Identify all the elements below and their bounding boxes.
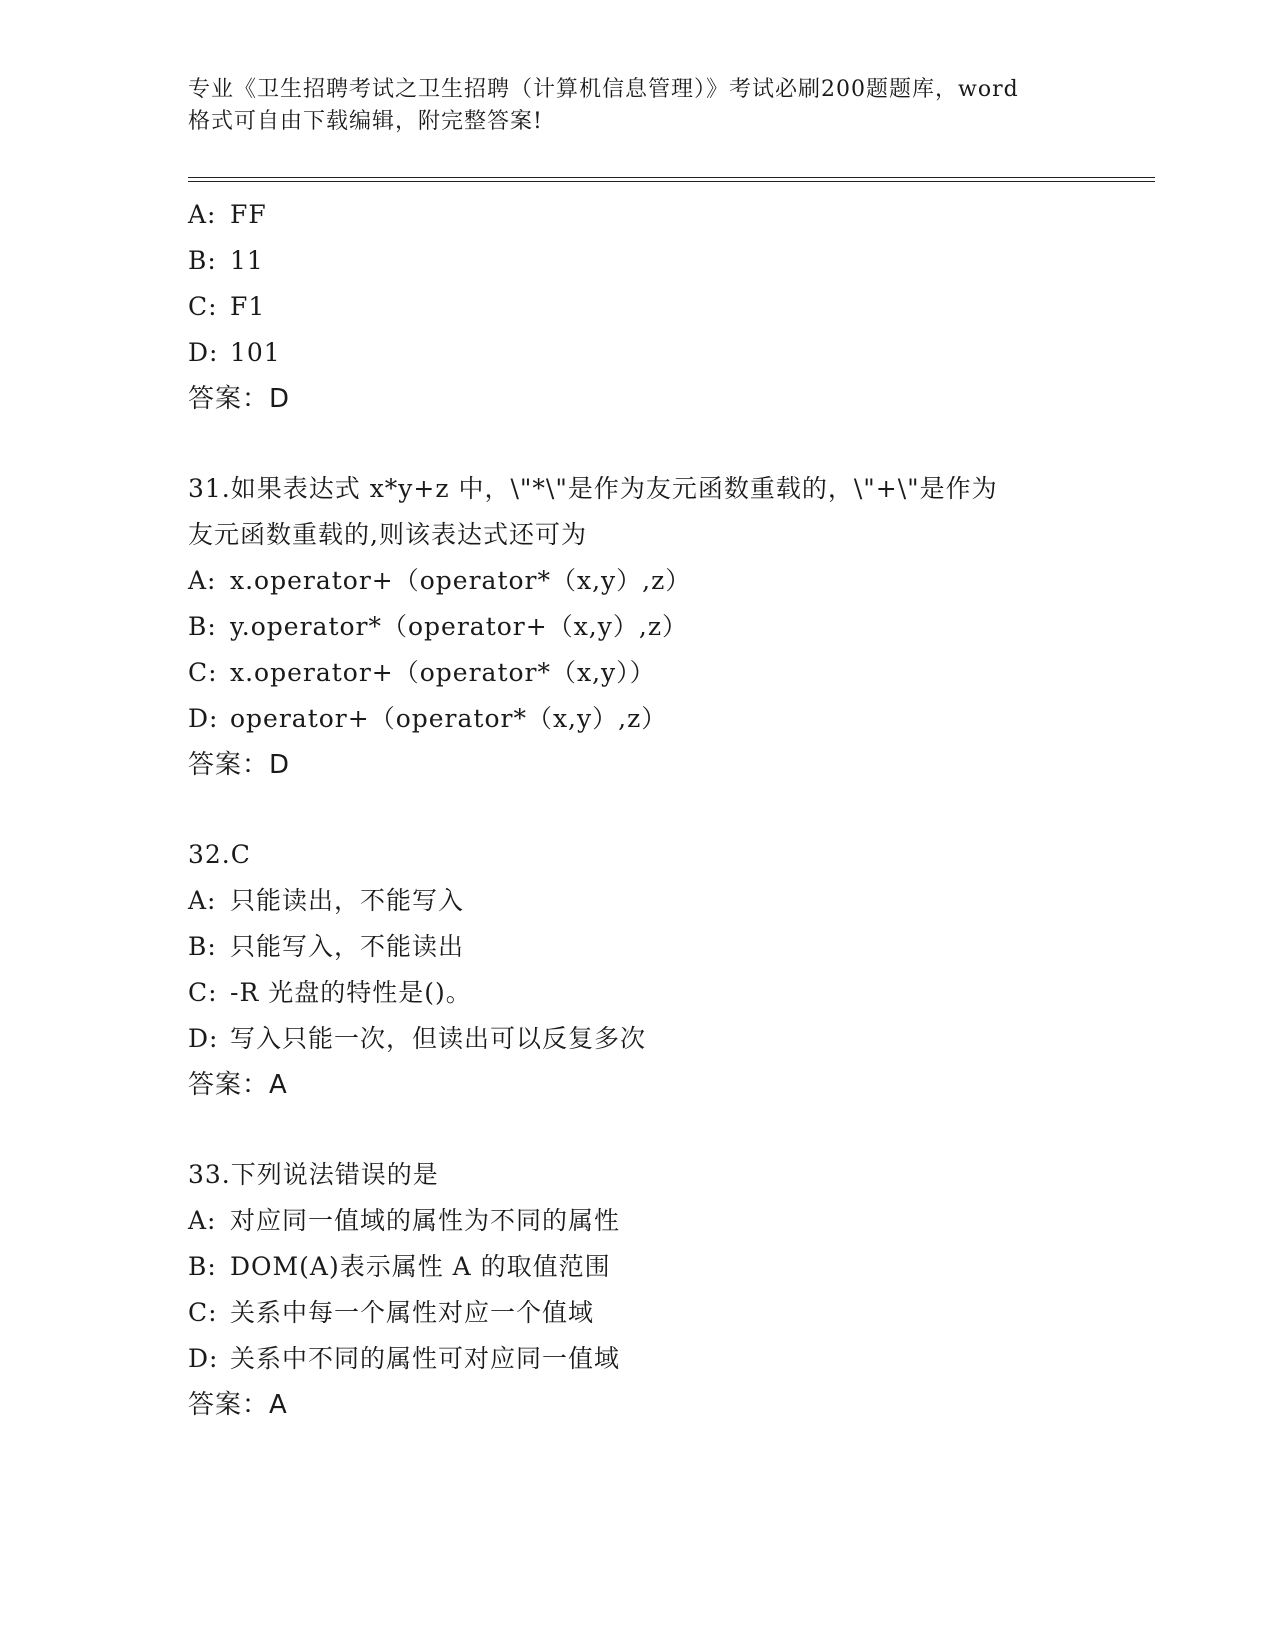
option-b: B: 11: [188, 246, 264, 275]
option-a: A: 对应同一值域的属性为不同的属性: [188, 1206, 621, 1235]
question-31: [188, 466, 1148, 788]
header-title-line2: 格式可自由下载编辑，附完整答案!: [188, 109, 543, 134]
question-stem: 33.下列说法错误的是: [188, 1160, 439, 1189]
option-d: D: operator+（operator*（x,y）,z）: [188, 704, 668, 733]
header-title-line1: 专业《卫生招聘考试之卫生招聘（计算机信息管理）》考试必刷200题题库，word: [188, 77, 1019, 102]
option-b: B: DOM(A)表示属性 A 的取值范围: [188, 1252, 611, 1281]
page-header: [188, 74, 1088, 138]
answer: 答案：A: [188, 1390, 288, 1420]
question-list: [188, 192, 1148, 1428]
question-30: [188, 192, 1148, 422]
answer: 答案：D: [188, 384, 291, 414]
option-d: D: 关系中不同的属性可对应同一值域: [188, 1344, 621, 1373]
question-stem-cont: 友元函数重载的,则该表达式还可为: [188, 520, 587, 549]
option-a: A: 只能读出，不能写入: [188, 886, 465, 915]
header-divider: [188, 177, 1155, 182]
question-stem: 32.C: [188, 840, 251, 869]
option-c: C: F1: [188, 292, 266, 321]
option-b: B: y.operator*（operator+（x,y）,z）: [188, 612, 688, 641]
option-d: D: 写入只能一次，但读出可以反复多次: [188, 1024, 647, 1053]
option-a: A: FF: [188, 200, 267, 229]
option-c: C: 关系中每一个属性对应一个值域: [188, 1298, 595, 1327]
question-32: [188, 832, 1148, 1108]
option-b: B: 只能写入，不能读出: [188, 932, 465, 961]
option-c: C: -R 光盘的特性是()。: [188, 978, 472, 1007]
question-stem: 31.如果表达式 x*y+z 中，\"*\"是作为友元函数重载的，\"+\"是作为: [188, 474, 998, 503]
answer: 答案：D: [188, 750, 291, 780]
option-a: A: x.operator+（operator*（x,y）,z）: [188, 566, 692, 595]
option-c: C: x.operator+（operator*（x,y））: [188, 658, 656, 687]
answer: 答案：A: [188, 1070, 288, 1100]
option-d: D: 101: [188, 338, 281, 367]
question-33: [188, 1152, 1148, 1428]
